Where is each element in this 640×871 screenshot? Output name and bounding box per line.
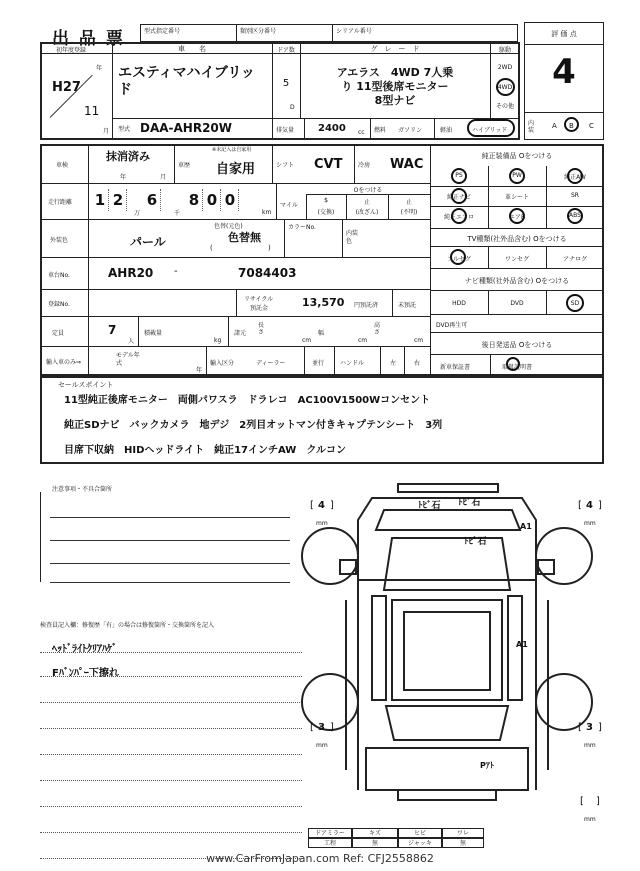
class-label: 類別区分番号 [240, 28, 277, 35]
tread-spare-open: [ [580, 796, 584, 807]
equipment-circle [451, 208, 467, 224]
chassis-prefix: AHR20 [108, 266, 154, 280]
sales-line-1: 11型純正後席モニター 両側パワスラ ドラレコ AC100V1500Wコンセント [64, 395, 431, 406]
capacity-value: 7 [108, 323, 117, 337]
width-cm: cm [358, 337, 368, 344]
color-change-label: 色替(元色) [214, 223, 243, 230]
nav-item: DVD [510, 300, 524, 307]
equipment-item: エアB [508, 214, 526, 221]
caution-box [40, 492, 289, 582]
later-item-1: 取扱説明書 [502, 364, 533, 371]
equipment-item: 純正ナビ [446, 194, 471, 201]
tv-fullseg-circle [450, 249, 466, 265]
use-value: 自家用 [216, 162, 256, 177]
ac-value: WAC [390, 157, 424, 172]
mileage-opt3: 止 [405, 199, 412, 206]
drive-4wd: 4WD [497, 84, 513, 91]
tread-spare-close: ] [596, 796, 600, 807]
serial-label: シリアル番号 [336, 28, 372, 35]
later-item-0: 新車保証書 [440, 364, 471, 371]
rating-label: 評 価 点 [551, 30, 577, 38]
tv-item: ワンセグ [504, 256, 529, 263]
model-value: DAA-AHR20W [140, 121, 233, 135]
import-dealer: ディーラー [256, 360, 286, 367]
tread-fr: 4 [586, 500, 593, 511]
recycle-label1: リサイクル [244, 296, 274, 303]
tread-fr-open: [ [578, 500, 582, 511]
equipment-item: SR [571, 192, 579, 199]
mileage-km: km [262, 209, 272, 216]
equipment-circle [509, 208, 525, 224]
equipment-circle [509, 168, 525, 184]
registration-label: 登録No. [48, 301, 70, 308]
nav-title: ナビ種類(社外品含む) Oをつける [464, 277, 570, 285]
use-label: 車歴 [178, 162, 191, 169]
grade-label: グ レ ー ド [370, 45, 420, 53]
color-no-label: カラーNo. [288, 224, 316, 231]
equipment-circle [451, 188, 467, 204]
recycle-value: 13,570 [302, 296, 345, 309]
sales-line-2: 純正SDナビ バックカメラ 地デジ 2列目オットマン付きキャプテンシート 3列 [64, 420, 443, 431]
mileage-man: 万 [134, 210, 141, 217]
ac-label: 冷房 [358, 162, 371, 169]
tread-rr-mm: mm [584, 742, 596, 749]
mirror-cell: ヒビ [398, 828, 442, 838]
handle-left: 左 [390, 360, 397, 367]
interior-label: 内装 [528, 120, 535, 134]
diagram-mark-1: ﾄﾋﾞ石 [458, 498, 481, 508]
doors-label: ドア数 [277, 47, 295, 54]
tv-item: アナログ [562, 256, 587, 263]
mileage-sen: 千 [174, 210, 181, 217]
tread-rl-open: [ [310, 722, 314, 733]
mirror-cell: ジャッキ [398, 838, 442, 848]
height-cm: cm [414, 337, 424, 344]
mileage-label: 走行距離 [48, 199, 73, 206]
sales-point-label: セールスポイント [58, 381, 114, 389]
odometer-digit: 8 [186, 189, 203, 211]
inspection-label: 車検 [56, 162, 69, 169]
recycle-unit: 円預託済 [354, 302, 379, 309]
load-kg: kg [214, 337, 222, 344]
fuel-light: 軽油 [440, 127, 453, 134]
mirror-cell: 工程 [308, 838, 352, 848]
diagram-mark-5: Pｱﾄ [480, 761, 494, 770]
fuel-label: 燃料 [374, 127, 387, 134]
odometer-digit: 0 [222, 189, 239, 211]
chassis-dash: - [174, 266, 178, 277]
load-label: 積載量 [144, 330, 163, 337]
inspection-month-unit: 月 [160, 174, 167, 181]
page-title: 出 品 票 [52, 29, 125, 49]
diagram-mark-2: ﾄﾋﾞ石 [464, 537, 487, 547]
equipment-item: 革シート [504, 194, 529, 201]
vehicle-name-label: 車 名 [178, 45, 206, 53]
drive-4wd-circle [496, 78, 515, 96]
equipment-circle [451, 168, 467, 184]
rating-value: 4 [552, 52, 576, 92]
tread-fr-mm: mm [584, 520, 596, 527]
mirror-cell: 無 [352, 838, 398, 848]
manual-circle [506, 357, 520, 371]
handle-label: ハンドル [340, 360, 365, 367]
type-cert-label: 型式指定番号 [144, 28, 181, 35]
len-cm: cm [302, 337, 312, 344]
odometer-digit: 2 [110, 189, 127, 211]
nav-sd-circle [566, 294, 584, 312]
note-line-1: ﾍｯﾄﾞﾗｲﾄｸﾘｱﾊｹﾞ [52, 644, 117, 655]
odometer-digit: 1 [92, 189, 109, 211]
displacement-label: 排気量 [276, 127, 295, 134]
import-parallel: 並行 [312, 360, 325, 367]
color-paren-close: ) [268, 244, 271, 252]
mileage-opt3b: (不明) [400, 209, 418, 216]
tread-fl-close: ] [330, 500, 334, 511]
doors-value: 5 [282, 78, 290, 89]
inspector-label: 検査員記入欄：修復歴「有」の場合は修復箇所・交換箇所を記入 [40, 622, 215, 629]
tread-rr: 3 [586, 722, 593, 733]
later-title: 後日発送品 Oをつける [481, 341, 553, 349]
mileage-opt2: 止 [363, 199, 370, 206]
interior-b-circle [564, 117, 579, 132]
diagram-mark-4: A1 [516, 640, 528, 649]
interior-b: B [569, 122, 574, 130]
grade-line1: アエラス 4WD 7人乗 [336, 66, 454, 79]
dim-label: 諸元 [234, 330, 247, 337]
equipment-item: ABS [569, 212, 581, 219]
nav-item: HDD [452, 300, 466, 307]
tread-fl-mm: mm [316, 520, 328, 527]
inspection-year-unit: 年 [120, 174, 127, 181]
first-reg-label: 初年度登録 [56, 47, 87, 54]
tread-fl: 4 [318, 500, 325, 511]
first-reg-month-unit: 月 [103, 128, 110, 135]
first-reg-era-year: H27 [52, 80, 81, 95]
fuel-hybrid-circle [467, 119, 515, 137]
import-year-unit: 年 [196, 367, 203, 374]
chassis-number: 7084403 [238, 266, 297, 280]
height-label: 高さ [374, 322, 381, 336]
vehicle-name: エスティマハイブリッド [118, 65, 255, 98]
capacity-label: 定員 [52, 330, 65, 337]
interior-a: A [552, 122, 557, 130]
model-year-label: モデル年式 [116, 352, 140, 367]
import-type-label: 輸入区分 [210, 360, 235, 367]
capacity-unit: 人 [128, 338, 135, 345]
equipment-item: PW [512, 172, 522, 179]
inspection-value: 抹消済み [106, 150, 150, 163]
color-value: パール [130, 235, 166, 249]
mileage-mark-label: Oをつける [353, 187, 383, 194]
color-paren-open: ( [210, 244, 213, 252]
drive-other: その他 [495, 103, 514, 110]
grade-line3: 8型ナビ [374, 94, 416, 107]
recycle-no: 未預託 [398, 302, 417, 309]
mileage-opt1: $ [324, 197, 328, 204]
watermark: www.CarFromJapan.com Ref: CFJ2558862 [206, 852, 434, 865]
interior-color-label: 内装色 [346, 230, 359, 245]
use-note: ※未記入は自家用 [212, 147, 252, 153]
tv-title: TV種類(社外品含む) Oをつける [467, 235, 567, 243]
odometer-digit: 6 [144, 189, 161, 211]
drive-2wd: 2WD [497, 64, 513, 71]
header-id-box [140, 24, 518, 42]
caution-label: 注意事項・不具合箇所 [52, 486, 113, 493]
mirror-cell: ドアミラー [308, 828, 352, 838]
width-label: 幅 [318, 330, 325, 337]
shift-label: シフト [276, 162, 295, 169]
interior-c: C [589, 122, 594, 130]
mileage-opt1b: (交換) [317, 209, 335, 216]
equipment-item: PS [455, 172, 463, 179]
fuel-gas: ガソリン [398, 127, 423, 134]
mirror-cell: ワレ [442, 828, 484, 838]
recycle-label2: 預託金 [250, 305, 269, 312]
tread-spare-mm: mm [584, 816, 596, 823]
color-change-value: 色替無 [228, 231, 261, 244]
mirror-cell: キズ [352, 828, 398, 838]
equipment-circle [567, 208, 583, 224]
tread-fr-close: ] [598, 500, 602, 511]
len-label: 長さ [258, 322, 265, 336]
handle-right: 右 [414, 360, 421, 367]
sales-line-3: 目席下収納 HIDヘッドライト 純正17インチAW クルコン [64, 445, 347, 456]
tread-rl-close: ] [330, 722, 334, 733]
displacement-unit: cc [358, 129, 365, 136]
note-line-2: Fﾊﾞﾝﾊﾟｰ下擦れ [52, 668, 119, 679]
mile-label: マイル [280, 202, 298, 209]
tv-item: フルセグ [447, 256, 471, 263]
tread-rl-mm: mm [316, 742, 328, 749]
tread-rr-close: ] [598, 722, 602, 733]
grade-line2: り 11型後席モニター [341, 80, 449, 93]
equipment-circle [567, 168, 583, 184]
equipment-title: 純正装備品 Oをつける [481, 152, 553, 160]
model-label: 型式 [118, 126, 131, 133]
nav-item: SD [570, 300, 580, 307]
tread-fl-open: [ [310, 500, 314, 511]
equipment-item: 純正エアロ [443, 214, 474, 221]
dvd-label: DVD再生可 [436, 322, 468, 329]
equipment-item: 純正AW [564, 174, 586, 181]
tread-rl: 3 [318, 722, 325, 733]
odometer-digit: 0 [204, 189, 221, 211]
displacement-value: 2400 [318, 123, 346, 134]
color-label: 外装色 [50, 237, 69, 244]
diagram-mark-3: A1 [520, 522, 532, 531]
chassis-label: 車台No. [48, 272, 70, 279]
drive-label: 駆動 [498, 47, 511, 54]
tread-rr-open: [ [578, 722, 582, 733]
diagram-mark-0: ﾄﾋﾞ石 [418, 501, 441, 511]
import-label: 輸入車のみ⇒ [46, 359, 82, 366]
first-reg-year-unit: 年 [96, 65, 103, 72]
door-unit: D [290, 104, 295, 111]
fuel-hybrid: ハイブリッド [472, 127, 508, 134]
mileage-opt2b: (改ざん) [355, 209, 379, 216]
shift-value: CVT [314, 157, 343, 172]
mirror-cell: 無 [442, 838, 484, 848]
first-reg-month: 11 [84, 104, 100, 118]
